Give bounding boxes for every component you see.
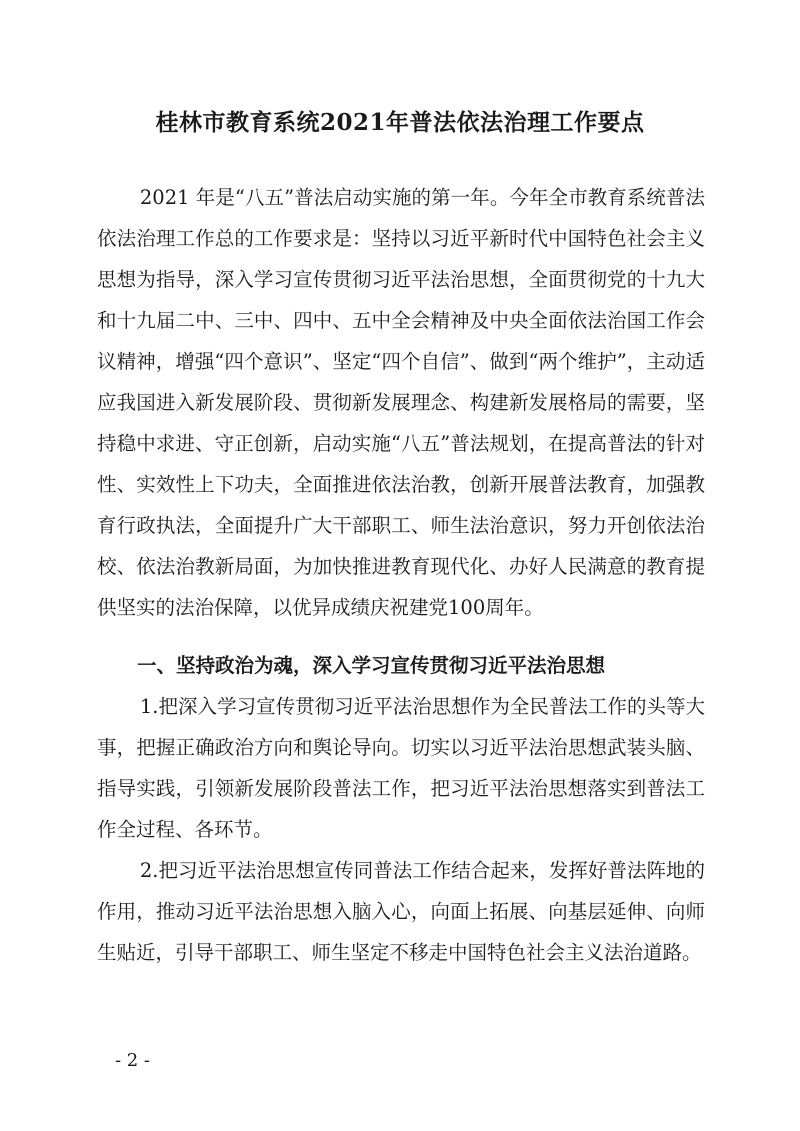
section-heading: 一、坚持政治为魂，深入学习宣传贯彻习近平法治思想 [137,654,606,677]
list-item: 2.把习近平法治思想宣传同普法工作结合起来，发挥好普法阵地的作用，推动习近平法治思想入脑入心，向面上拓展、向基层延伸、向师生贴近，引导干部职工、师生坚定不移走中国特色社会主义法治道路。 [97,859,705,964]
intro-paragraph: 2021 年是“八五”普法启动实施的第一年。今年全市教育系统普法依法治理工作总的工作要求是：坚持以习近平新时代中国特色社会主义思想为指导，深入学习宣传贯彻习近平法治思想，全面贯彻党的十九大和十九届二中、三中、四中、五中全会精神及中央全面依法治国工作会议精神，增强“四个意识”、坚定“四个自信”、做到“两个维护”，主动适应我国进入新发展阶段、贯彻新发展理念、构建新发展格局的需要，坚持稳中求进、守正创新，启动实施“八五”普法规划，在提高普法的针对性、实效性上下功夫，全面推进依法治教，创新开展普法教育，加强教育行政执法，全面提升广大干部职工、师生法治意识，努力开创依法治校、依法治教新局面，为加快推进教育现代化、办好人民满意的教育提供坚实的法治保障，以优异成绩庆祝建党100周年。 [97,186,705,619]
document-title: 桂林市教育系统2021年普法依法治理工作要点 [155,109,645,136]
page-number [0,1049,300,1073]
page-number-label: - 2 - [114,1050,150,1071]
list-item: 1.把深入学习宣传贯彻习近平法治思想作为全民普法工作的头等大事，把握正确政治方向和舆论导向。切实以习近平法治思想武装头脑、指导实践，引领新发展阶段普法工作，把习近平法治思想落实到普法工作全过程、各环节。 [97,695,705,841]
